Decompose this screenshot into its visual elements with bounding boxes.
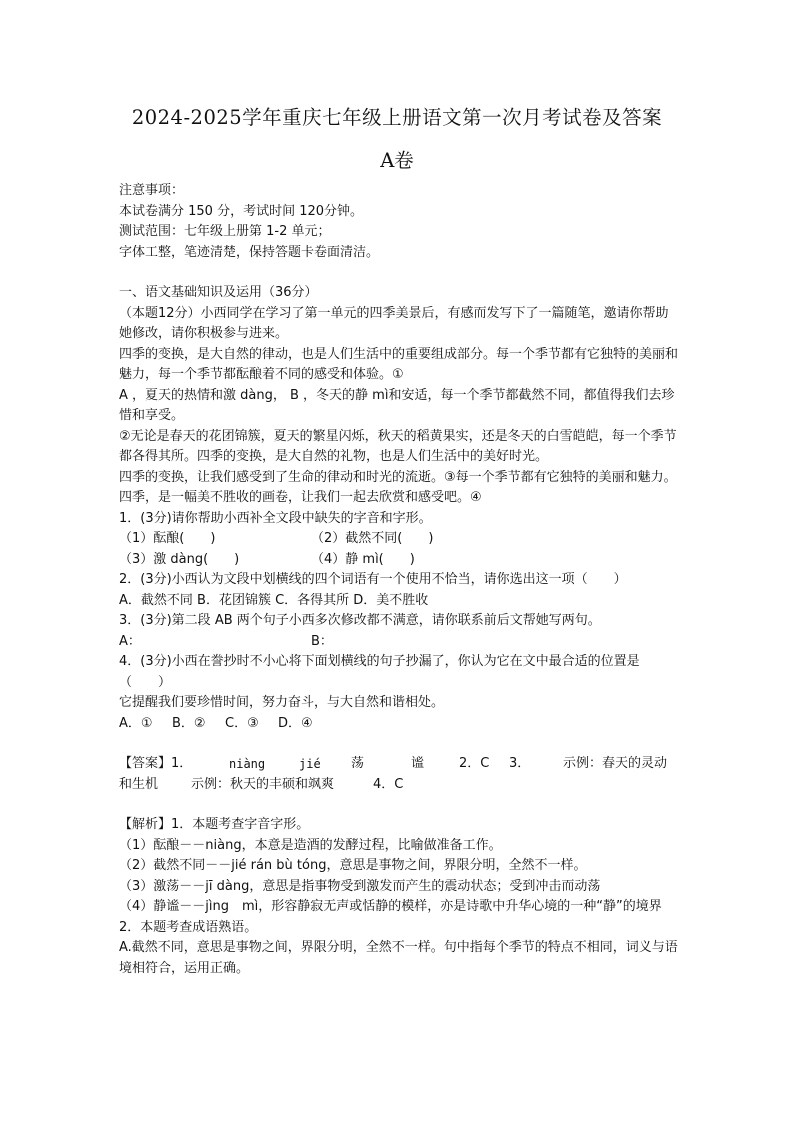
question-4-option: B．② xyxy=(172,715,206,731)
essay-paragraph: 四季的变换，让我们感受到了生命的律动和时光的流逝。③每一个季节都有它独特的美丽和魅力。四季，是一幅美不胜收的画卷，让我们一起去欣赏和感受吧。④ xyxy=(119,469,677,505)
question-4-option: A．① xyxy=(119,715,153,731)
notes-line: 测试范围：七年级上册第 1-2 单元； xyxy=(119,224,331,239)
question-1-item: （1）酝酿( ) xyxy=(119,531,216,546)
question-1-items xyxy=(119,550,679,571)
question-3-blanks xyxy=(119,632,679,653)
answer-item: 荡 xyxy=(351,756,365,771)
question-1: 1．(3分)请你帮助小西补全文段中缺失的字音和字形。 xyxy=(119,510,432,526)
answer-item: niàng xyxy=(229,757,266,771)
page-subtitle: A卷 xyxy=(380,149,414,172)
answer-item: 示例：春天的灵动 xyxy=(563,756,668,771)
essay-paragraph: 四季的变换，是大自然的律动，也是人们生活中的重要组成部分。每一个季节都有它独特的美丽和魅力，每一个季节都酝酿着不同的感受和体验。① xyxy=(119,346,679,382)
answer-item: 示例：秋天的丰硕和飒爽 xyxy=(191,776,335,792)
answer-item: 4．C xyxy=(373,776,404,792)
essay-paragraph: ②无论是春天的花团锦簇，夏天的繁星闪烁，秋天的稻黄果实，还是冬天的白雪皑皑，每一个季节都各得其所。四季的变换，是大自然的礼物，也是人们生活中的美好时光。 xyxy=(119,428,677,464)
question-1-item: （4）静 mì( ) xyxy=(311,551,415,567)
question-1-item: （3）激 dàng( ) xyxy=(119,551,240,567)
question-4-option: D．④ xyxy=(278,715,313,731)
spacer xyxy=(119,734,679,754)
answer-item: 谧 xyxy=(411,756,425,771)
section-heading: 一、语文基础知识及运用（36分） xyxy=(119,285,318,300)
question-4-option: C．③ xyxy=(225,715,259,731)
question-4-options xyxy=(119,714,679,735)
question-1-items xyxy=(119,529,679,550)
answer-item: 和生机 xyxy=(119,776,159,792)
question-3-blank-a: A： xyxy=(119,633,141,649)
analysis-line: （1）酝酿－－niàng，本意是造酒的发酵过程，比喻做准备工作。 xyxy=(119,837,502,853)
analysis-subheading: 2．本题考查成语熟语。 xyxy=(119,919,258,935)
answer-line xyxy=(119,754,679,775)
section-intro: （本题12分）小西同学在学习了第一单元的四季美景后，有感而发写下了一篇随笔，邀请你帮助她修改，请你积极参与进来。 xyxy=(119,305,669,341)
answer-label: 【答案】1． xyxy=(119,756,193,771)
notes-line: 本试卷满分 150 分，考试时间 120分钟。 xyxy=(119,203,364,219)
answer-item: jié xyxy=(299,757,321,771)
analysis-line: （2）截然不同－－jié rán bù tóng，意思是事物之间，界限分明，全然不一样。 xyxy=(119,858,587,873)
spacer xyxy=(119,795,679,815)
essay-paragraph: A ，夏天的热情和激 dàng， B ，冬天的静 mì和安适，每一个季节都截然不同，都值得我们去珍惜和享受。 xyxy=(119,387,675,423)
analysis-line: （3）激荡－－jī dàng，意思是指事物受到激发而产生的震动状态；受到冲击而动荡 xyxy=(119,878,601,894)
document-body xyxy=(119,181,679,979)
notes-line: 字体工整，笔迹清楚，保持答题卡卷面清洁。 xyxy=(119,244,380,260)
answer-line xyxy=(119,775,679,796)
spacer xyxy=(119,263,679,283)
analysis-heading: 【解析】1．本题考查字音字形。 xyxy=(119,817,310,832)
question-4: 4．(3分)小西在誊抄时不小心将下面划横线的句子抄漏了，你认为它在文中最合适的位置是（ ） xyxy=(119,654,640,690)
question-3: 3．(3分)第二段 AB 两个句子小西多次修改都不满意，请你联系前后文帮她写两句。 xyxy=(119,613,601,628)
page-title: 2024-2025学年重庆七年级上册语文第一次月考试卷及答案 xyxy=(131,106,663,129)
question-2-options: A．截然不同 B．花团锦簇 C．各得其所 D．美不胜收 xyxy=(119,592,429,608)
question-1-item: （2）截然不同( ) xyxy=(311,531,434,546)
question-4-sentence: 它提醒我们要珍惜时间，努力奋斗，与大自然和谐相处。 xyxy=(119,695,445,710)
answer-item: 2．C xyxy=(459,756,490,771)
analysis-line: A.截然不同，意思是事物之间，界限分明，全然不一样。句中指每个季节的特点不相同，词义与语境相符合，运用正确。 xyxy=(119,940,678,976)
analysis-line: （4）静谧－－jìng mì，形容静寂无声或恬静的模样，亦是诗歌中升华心境的一种“静”的境界 xyxy=(119,899,662,914)
notes-heading: 注意事项： xyxy=(119,183,185,198)
question-3-blank-b: B： xyxy=(311,633,333,649)
answer-item: 3． xyxy=(509,756,531,771)
question-2: 2．(3分)小西认为文段中划横线的四个词语有一个使用不恰当，请你选出这一项（ ） xyxy=(119,572,627,587)
